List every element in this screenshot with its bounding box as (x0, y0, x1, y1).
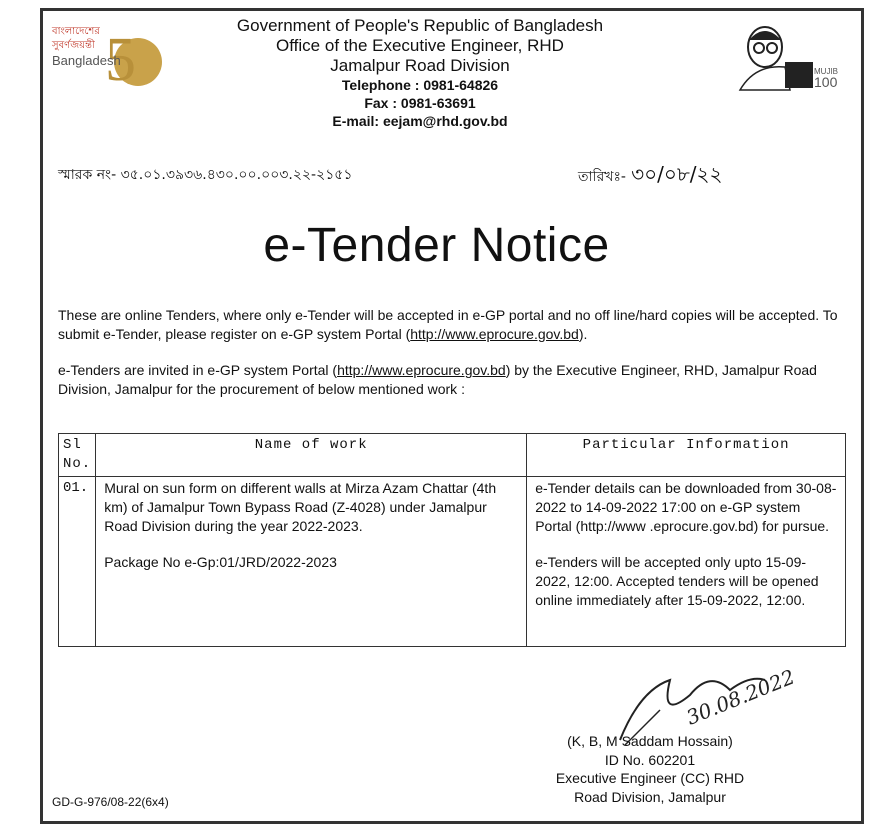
mujib-100-logo (735, 22, 840, 92)
svg-text:বাংলাদেশের: বাংলাদেশের (52, 26, 100, 37)
email-link[interactable]: eejam@rhd.gov.bd (382, 113, 508, 129)
email-label: E-mail: (332, 113, 383, 129)
cell-sl: 01. (59, 477, 96, 647)
date-value: ৩০/০৮/২২ (631, 162, 723, 186)
header-line-government: Government of People's Republic of Bangladesh (236, 16, 604, 35)
signatory-designation: Executive Engineer (CC) RHD (555, 770, 745, 786)
header-email (180, 112, 660, 130)
header-name-of-work: Name of work (96, 434, 527, 477)
table-row (59, 477, 846, 647)
eprocure-link[interactable]: http://www.eprocure.gov.bd (337, 362, 506, 378)
memo-reference: স্মারক নং- ৩৫.০১.৩৯৩৬.৪৩০.০০.০০৩.২২-২১৫১ (58, 167, 353, 183)
svg-text:সুবর্ণজয়ন্তী: সুবর্ণজয়ন্তী (52, 40, 95, 51)
para2-end: ) by the Executive Engineer, RHD, Jamalpur Road Division, Jamalpur for the procurement of below mentioned work : (58, 362, 817, 397)
para1-end: ). (578, 326, 588, 342)
cell-work (96, 477, 527, 647)
intro-paragraph (58, 306, 848, 344)
header-line-office: Office of the Executive Engineer, RHD (276, 36, 564, 55)
letterhead (180, 16, 660, 130)
signatory-id: ID No. 602201 (604, 751, 696, 768)
svg-text:5: 5 (105, 26, 136, 88)
work-description: Mural on sun form on different walls at Mirza Azam Chattar (4th km) of Jamalpur Town Bypass Road (Z-4028) under Jamalpur Road Division during the year 2022-2023. (104, 480, 497, 534)
eprocure-link[interactable]: http://www.eprocure.gov.bd (410, 326, 579, 342)
package-number: Package No e-Gp:01/JRD/2022-2023 (104, 554, 337, 570)
header-telephone: Telephone : 0981-64826 (341, 77, 499, 93)
para1-text: These are online Tenders, where only e-Tender will be accepted in e-GP portal and no off line/hard copies will be accepted. To submit e-Tender, please register on e-GP system Portal ( (58, 307, 838, 342)
signatory-office: Road Division, Jamalpur (574, 788, 726, 805)
memo-date (578, 160, 723, 193)
footer-code: GD-G-976/08-22(6x4) (52, 795, 169, 809)
table-header-row (59, 434, 846, 477)
signatory-name: (K, B, M Saddam Hossain) (567, 733, 733, 749)
svg-text:30.08.2022: 30.08.2022 (682, 664, 799, 730)
cell-info (527, 477, 846, 647)
date-label: তারিখঃ- (578, 169, 626, 185)
para2-text: e-Tenders are invited in e-GP system Portal ( (58, 362, 338, 378)
header-fax: Fax : 0981-63691 (364, 95, 476, 111)
signature-block (540, 732, 760, 806)
notice-title: e-Tender Notice (263, 219, 610, 272)
header-particular-information: Particular Information (527, 434, 846, 477)
invitation-paragraph (58, 361, 848, 399)
bangladesh-50-logo (50, 20, 165, 88)
header-line-division: Jamalpur Road Division (330, 56, 510, 75)
svg-text:MUJIB: MUJIB (814, 67, 838, 76)
svg-text:Bangladesh: Bangladesh (52, 53, 121, 68)
tender-table (58, 433, 846, 647)
svg-text:100: 100 (814, 74, 838, 90)
info-download: e-Tender details can be downloaded from 30-08-2022 to 14-09-2022 17:00 on e-GP system Portal (http://www .eprocure.gov.bd) for pursue. (535, 480, 837, 534)
info-deadline: e-Tenders will be accepted only upto 15-09-2022, 12:00. Accepted tenders will be opened online immediately after 15-09-2022, 12:00. (535, 554, 819, 608)
header-sl: Sl No. (59, 434, 96, 477)
